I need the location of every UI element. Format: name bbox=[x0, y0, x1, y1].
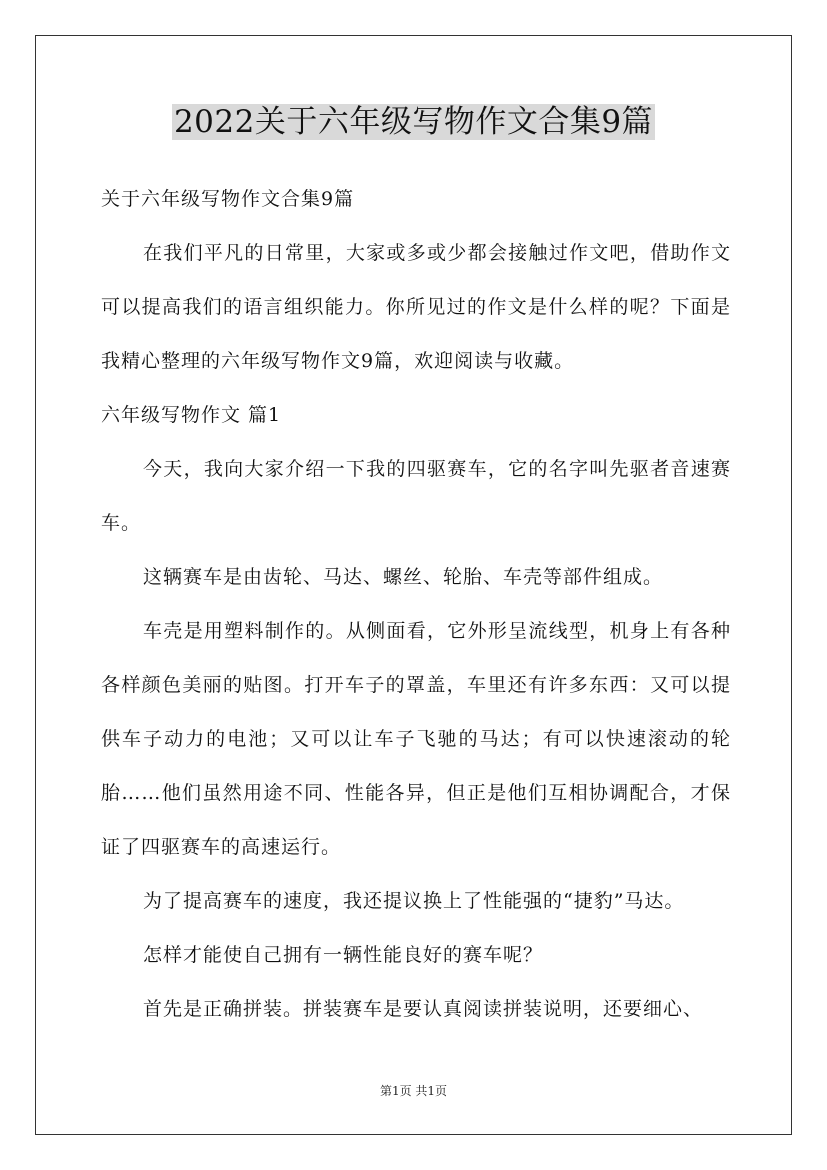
paragraph: 怎样才能使自己拥有一辆性能良好的赛车呢？ bbox=[143, 944, 544, 966]
paragraph: 为了提高赛车的速度，我还提议换上了性能强的“捷豹”马达。 bbox=[143, 890, 685, 912]
document-title bbox=[0, 100, 827, 144]
paragraph: 关于六年级写物作文合集9篇 bbox=[101, 188, 355, 210]
document-body bbox=[101, 172, 731, 1036]
paragraph: 首先是正确拼装。拼装赛车是要认真阅读拼装说明，还要细心、 bbox=[143, 998, 704, 1020]
paragraph: 在我们平凡的日常里，大家或多或少都会接触过作文吧，借助作文可以提高我们的语言组织能力。你所见过的作文是什么样的呢？下面是我精心整理的六年级写物作文9篇，欢迎阅读与收藏。 bbox=[101, 242, 731, 372]
paragraph: 这辆赛车是由齿轮、马达、螺丝、轮胎、车壳等部件组成。 bbox=[143, 566, 664, 588]
paragraph: 今天，我向大家介绍一下我的四驱赛车，它的名字叫先驱者音速赛车。 bbox=[101, 458, 731, 534]
paragraph: 车壳是用塑料制作的。从侧面看，它外形呈流线型，机身上有各种各样颜色美丽的贴图。打开车子的罩盖，车里还有许多东西：又可以提供车子动力的电池；又可以让车子飞驰的马达；有可以快速滚动的轮胎……他们虽然用途不同、性能各异，但正是他们互相协调配合，才保证了四驱赛车的高速运行。 bbox=[101, 620, 731, 858]
paragraph: 六年级写物作文 篇1 bbox=[101, 404, 282, 426]
document-title-text: 2022关于六年级写物作文合集9篇 bbox=[173, 104, 654, 140]
page-footer: 第1页 共1页 bbox=[379, 1084, 448, 1098]
